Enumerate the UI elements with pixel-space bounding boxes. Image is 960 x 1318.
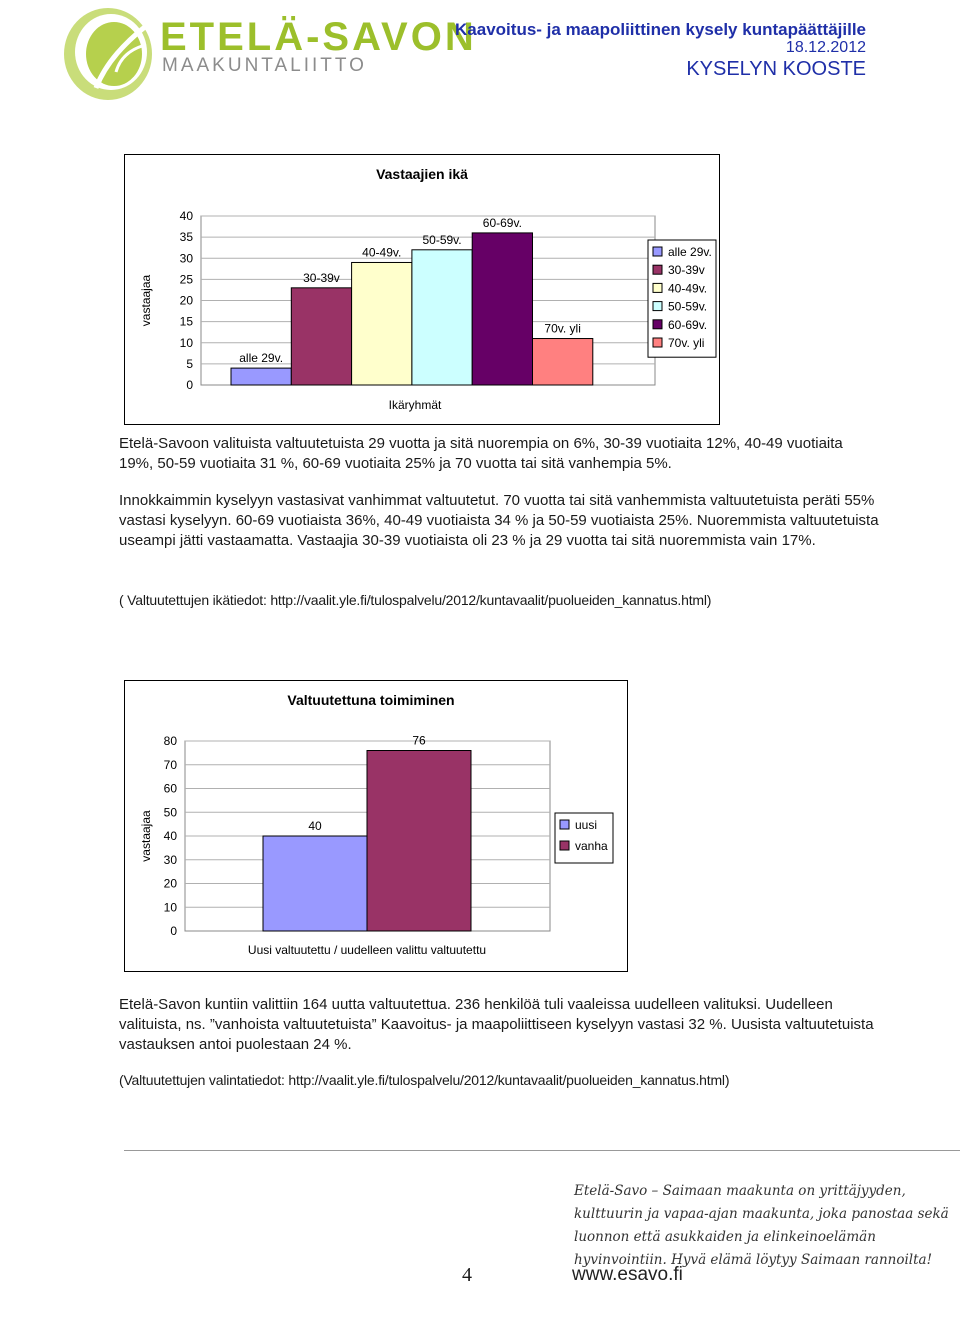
legend-label: 70v. yli [668, 336, 705, 350]
data-label: 60-69v. [482, 215, 522, 230]
legend-label: 50-59v. [668, 299, 708, 314]
response-rate-paragraph: Innokkaimmin kyselyyn vastasivat vanhimmat valtuutetut. 70 vuotta tai sitä vanhemmista valtuutetuista peräti 55% vastasi kyselyyn. 60-69 vuotiaista 36%, 40-49 vuotiaista 34 % ja 50-59 vuotiaista 25%. Nuoremmista valtuutetuista useampi jätti vastaamatta. Vastaajia 30-39 vuotiaista oli 23 % ja 29 vuotta tai sitä nuoremmista vain 17%. [119, 492, 879, 549]
website-link[interactable]: www.esavo.fi [572, 1264, 683, 1285]
legend-swatch [560, 820, 569, 829]
legend-swatch [653, 338, 662, 347]
y-tick-label: 0 [170, 924, 177, 938]
x-axis-label: Ikäryhmät [388, 398, 442, 412]
data-label: 40 [308, 819, 322, 833]
bar [367, 751, 471, 932]
chart-title: Valtuutettuna toimiminen [287, 692, 455, 708]
bar [291, 288, 351, 385]
legend-swatch [653, 302, 662, 311]
legend-label: 30-39v [668, 263, 705, 278]
legend-swatch [653, 283, 662, 292]
legend-swatch [653, 265, 662, 274]
y-tick-label: 20 [163, 876, 177, 891]
y-tick-label: 5 [186, 356, 193, 371]
legend-swatch [653, 247, 662, 256]
legend-label: alle 29v. [668, 245, 712, 259]
bar [533, 339, 593, 385]
bar [412, 250, 472, 385]
document-date: 18.12.2012 [785, 39, 866, 56]
y-tick-label: 10 [163, 900, 177, 915]
bar [263, 836, 367, 931]
age-chart [124, 154, 720, 425]
election-summary-paragraph: Etelä-Savon kuntiin valittiin 164 uutta valtuutettua. 236 henkilöä tuli vaaleissa uudelleen valituksi. Uudelleen valituista, ns. ”vanhoista valtuutetuista” Kaavoitus- ja maapoliittiseen kyselyyn vastasi 32 %. Uusista valtuutetuista vastauksen antoi puolestaan 24 %. [119, 996, 874, 1053]
legend-swatch [560, 841, 569, 850]
council-role-chart [124, 680, 628, 972]
footer-divider [124, 1150, 960, 1151]
legend-label: uusi [575, 818, 598, 832]
y-tick-label: 30 [163, 852, 177, 867]
y-tick-label: 40 [163, 829, 177, 843]
legend-label: vanha [575, 839, 608, 853]
y-tick-label: 80 [163, 734, 177, 748]
brand-name: ETELÄ-SAVON [160, 15, 477, 59]
data-label: 30-39v [303, 270, 340, 285]
page-number: 4 [462, 1264, 472, 1286]
data-label: 76 [412, 733, 426, 748]
chart-title: Vastaajien ikä [376, 166, 468, 182]
y-tick-label: 20 [179, 293, 193, 308]
document-title: Kaavoitus- ja maapoliittinen kysely kuntapäättäjille [455, 20, 866, 39]
legend-label: 60-69v. [668, 317, 708, 332]
y-tick-label: 30 [179, 251, 193, 266]
election-source-note: (Valtuutettujen valintatiedot: http://vaalit.yle.fi/tulospalvelu/2012/kuntavaalit/puolueiden_kannatus.html) [119, 1072, 730, 1088]
bar [472, 233, 532, 385]
brand-subname: MAAKUNTALIITTO [162, 55, 367, 76]
y-tick-label: 15 [179, 314, 193, 329]
y-tick-label: 50 [163, 805, 177, 820]
age-summary-paragraph: Etelä-Savoon valituista valtuutetuista 29 vuotta ja sitä nuorempia on 6%, 30-39 vuotiaita 12%, 40-49 vuotiaita 19%, 50-59 vuotiaita 31 %, 60-69 vuotiaita 25% ja 70 vuotta tai sitä vanhempia 5%. [119, 435, 843, 472]
y-tick-label: 35 [179, 230, 193, 245]
y-tick-label: 10 [179, 335, 193, 350]
legend-swatch [653, 320, 662, 329]
data-label: alle 29v. [239, 351, 284, 366]
document-subtitle: KYSELYN KOOSTE [686, 58, 866, 80]
data-label: 70v. yli [544, 321, 581, 336]
data-label: 40-49v. [362, 245, 402, 260]
y-tick-label: 40 [179, 209, 193, 223]
y-tick-label: 25 [179, 272, 193, 287]
footer-slogan: Etelä-Savo – Saimaan maakunta on yrittäjyyden, kulttuurin ja vapaa-ajan maakunta, joka panostaa sekä luonnon että asukkaiden ja elinkeinoelämän hyvinvointiin. Hyvä elämä löytyy Saimaan rannoilta! [574, 1183, 949, 1268]
data-label: 50-59v. [422, 232, 462, 247]
bar [352, 262, 412, 385]
x-axis-label: Uusi valtuutettu / uudelleen valittu valtuutettu [247, 943, 487, 957]
age-source-note: ( Valtuutettujen ikätiedot: http://vaalit.yle.fi/tulospalvelu/2012/kuntavaalit/puolueiden_kannatus.html) [119, 592, 712, 608]
y-tick-label: 70 [163, 757, 177, 772]
bar [231, 368, 291, 385]
y-tick-label: 0 [186, 378, 193, 392]
y-axis-label: vastaajaa [139, 810, 153, 862]
y-axis-label: vastaajaa [139, 274, 153, 327]
legend-label: 40-49v. [668, 281, 708, 296]
y-tick-label: 60 [163, 781, 177, 796]
